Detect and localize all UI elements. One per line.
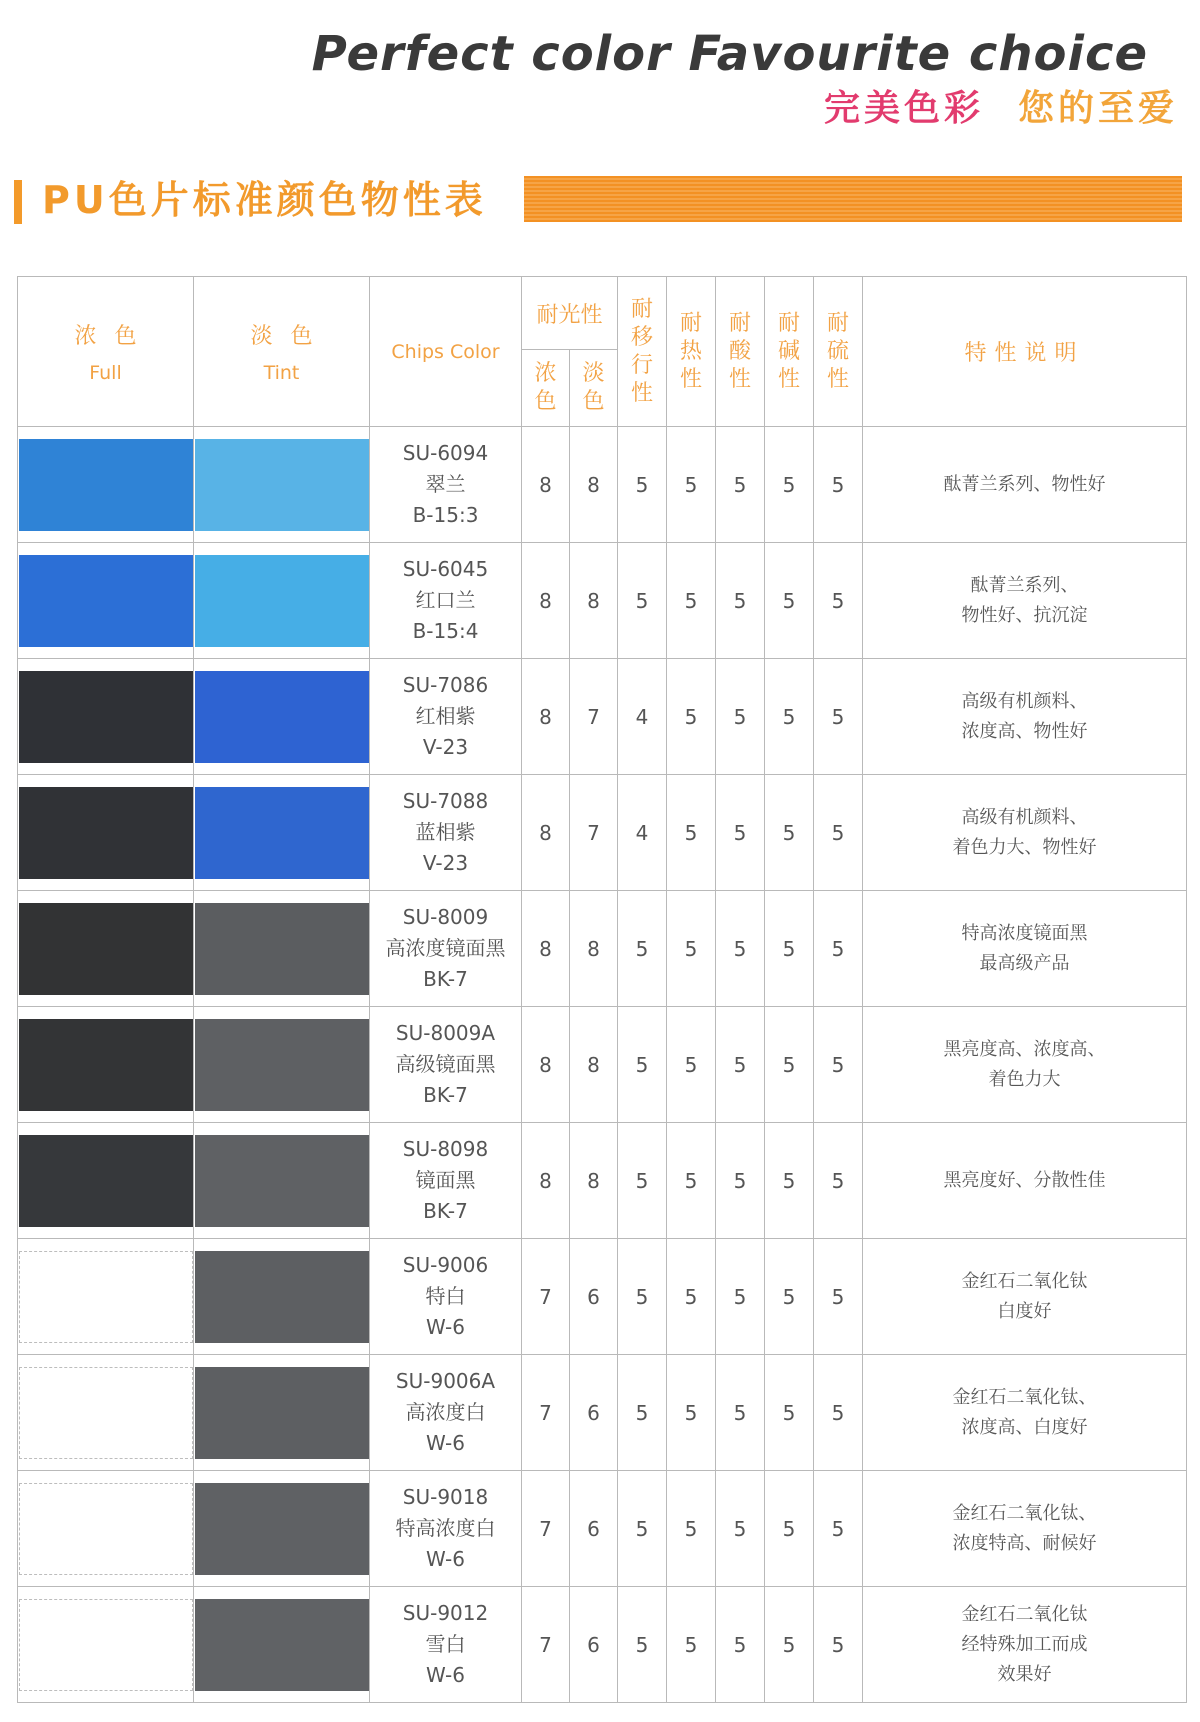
- table-row: [18, 543, 1187, 659]
- sulfur-value: 5: [814, 775, 863, 891]
- chip-name: 镜面黑: [415, 1168, 476, 1192]
- header-tint-cn: 淡色: [250, 324, 331, 349]
- chip-code: SU-8009: [402, 905, 489, 929]
- heat-value: 5: [667, 543, 716, 659]
- tint-color-swatch: [195, 1367, 369, 1459]
- alkali-value: 5: [765, 427, 814, 543]
- header-sulfur-label: 耐硫性: [827, 310, 850, 392]
- full-color-cell: [18, 543, 194, 659]
- alkali-value: 5: [765, 1123, 814, 1239]
- header-title-en: Perfect color Favourite choice: [311, 26, 1148, 82]
- acid-value: 5: [716, 1587, 765, 1703]
- full-color-swatch: [19, 1251, 193, 1343]
- tint-color-cell: [194, 427, 370, 543]
- sulfur-value: 5: [814, 659, 863, 775]
- full-color-swatch: [19, 903, 193, 995]
- header-alkali: [765, 277, 814, 427]
- full-color-cell: [18, 1239, 194, 1355]
- header-light-full-label: 浓色: [534, 361, 557, 414]
- chip-code: SU-9006A: [395, 1369, 496, 1393]
- note-line-2: 浓度高、白度好: [961, 1416, 1088, 1438]
- sulfur-value: 5: [814, 1471, 863, 1587]
- note-cell: [863, 1355, 1187, 1471]
- heat-value: 5: [667, 659, 716, 775]
- table-row: [18, 1471, 1187, 1587]
- note-line-1: 金红石二氧化钛、: [952, 1386, 1097, 1408]
- sulfur-value: 5: [814, 1123, 863, 1239]
- light-tint-value: 8: [570, 1007, 618, 1123]
- header-alkali-label: 耐碱性: [778, 310, 801, 392]
- tint-color-cell: [194, 1587, 370, 1703]
- light-tint-value: 6: [570, 1239, 618, 1355]
- header-sulfur: [814, 277, 863, 427]
- note-line-3: 效果好: [997, 1663, 1052, 1685]
- note-line-1: 黑亮度高、浓度高、: [943, 1038, 1106, 1060]
- light-full-value: 8: [522, 775, 570, 891]
- full-color-swatch: [19, 1135, 193, 1227]
- light-tint-value: 6: [570, 1587, 618, 1703]
- header-tint: [194, 277, 370, 427]
- chip-ci: W-6: [426, 1315, 465, 1339]
- heat-value: 5: [667, 1007, 716, 1123]
- header-note: [863, 277, 1187, 427]
- migration-value: 4: [618, 775, 667, 891]
- sulfur-value: 5: [814, 427, 863, 543]
- header-light: [522, 277, 618, 350]
- note-line-2: 浓度特高、耐候好: [952, 1532, 1097, 1554]
- alkali-value: 5: [765, 891, 814, 1007]
- full-color-cell: [18, 659, 194, 775]
- slogan-part1: 完美色彩: [823, 88, 984, 129]
- acid-value: 5: [716, 891, 765, 1007]
- note-cell: [863, 1239, 1187, 1355]
- heat-value: 5: [667, 1123, 716, 1239]
- chip-info-cell: [370, 1123, 522, 1239]
- properties-table: [17, 276, 1187, 1703]
- note-cell: [863, 543, 1187, 659]
- alkali-value: 5: [765, 1007, 814, 1123]
- header-chips-label: Chips Color: [391, 340, 500, 363]
- light-tint-value: 6: [570, 1355, 618, 1471]
- note-line-1: 金红石二氧化钛、: [952, 1502, 1097, 1524]
- light-full-value: 8: [522, 1123, 570, 1239]
- heat-value: 5: [667, 427, 716, 543]
- light-tint-value: 8: [570, 543, 618, 659]
- tint-color-cell: [194, 659, 370, 775]
- tint-color-swatch: [195, 1135, 369, 1227]
- chip-ci: V-23: [422, 735, 469, 759]
- light-tint-value: 7: [570, 659, 618, 775]
- alkali-value: 5: [765, 775, 814, 891]
- chip-name: 特白: [425, 1284, 466, 1308]
- chip-ci: W-6: [426, 1431, 465, 1455]
- chip-info-cell: [370, 543, 522, 659]
- migration-value: 5: [618, 891, 667, 1007]
- chip-ci: W-6: [426, 1663, 465, 1687]
- chip-name: 雪白: [425, 1632, 466, 1656]
- full-color-swatch: [19, 1599, 193, 1691]
- sulfur-value: 5: [814, 1587, 863, 1703]
- light-full-value: 8: [522, 1007, 570, 1123]
- migration-value: 5: [618, 1123, 667, 1239]
- note-cell: [863, 1471, 1187, 1587]
- header-tint-en: Tint: [263, 362, 300, 384]
- chip-name: 高级镜面黑: [395, 1052, 496, 1076]
- full-color-cell: [18, 1355, 194, 1471]
- tint-color-cell: [194, 1355, 370, 1471]
- chip-info-cell: [370, 1587, 522, 1703]
- chip-info-cell: [370, 1471, 522, 1587]
- chip-ci: B-15:4: [412, 619, 479, 643]
- header-heat-label: 耐热性: [680, 310, 703, 392]
- tint-color-cell: [194, 891, 370, 1007]
- title-stripe: [524, 176, 1182, 222]
- full-color-swatch: [19, 787, 193, 879]
- tint-color-swatch: [195, 1019, 369, 1111]
- header-full-en: Full: [89, 362, 122, 384]
- note-line-1: 高级有机颜料、: [961, 690, 1088, 712]
- chip-code: SU-9012: [402, 1601, 489, 1625]
- full-color-cell: [18, 1471, 194, 1587]
- heat-value: 5: [667, 891, 716, 1007]
- note-line-2: 物性好、抗沉淀: [961, 604, 1088, 626]
- full-color-cell: [18, 1587, 194, 1703]
- heat-value: 5: [667, 1239, 716, 1355]
- light-full-value: 8: [522, 659, 570, 775]
- migration-value: 5: [618, 1355, 667, 1471]
- header-full-cn: 浓色: [74, 324, 155, 349]
- full-color-swatch: [19, 1019, 193, 1111]
- acid-value: 5: [716, 1007, 765, 1123]
- acid-value: 5: [716, 1471, 765, 1587]
- chip-code: SU-8098: [402, 1137, 489, 1161]
- full-color-swatch: [19, 555, 193, 647]
- light-tint-value: 8: [570, 427, 618, 543]
- chip-name: 高浓度镜面黑: [385, 936, 506, 960]
- table-row: [18, 1587, 1187, 1703]
- table-row: [18, 1239, 1187, 1355]
- chip-name: 翠兰: [425, 472, 466, 496]
- chip-code: SU-9018: [402, 1485, 489, 1509]
- header-heat: [667, 277, 716, 427]
- note-cell: [863, 1587, 1187, 1703]
- migration-value: 5: [618, 427, 667, 543]
- light-full-value: 8: [522, 891, 570, 1007]
- migration-value: 5: [618, 1007, 667, 1123]
- chip-ci: B-15:3: [412, 503, 479, 527]
- note-cell: [863, 427, 1187, 543]
- title-marker: [14, 180, 22, 224]
- acid-value: 5: [716, 543, 765, 659]
- tint-color-cell: [194, 775, 370, 891]
- tint-color-cell: [194, 543, 370, 659]
- chip-name: 红口兰: [415, 588, 476, 612]
- note-line-2: 白度好: [997, 1300, 1052, 1322]
- heat-value: 5: [667, 1587, 716, 1703]
- note-line-2: 着色力大: [988, 1068, 1061, 1090]
- alkali-value: 5: [765, 1587, 814, 1703]
- note-line-1: 酞菁兰系列、物性好: [943, 473, 1106, 495]
- table-body: [18, 427, 1187, 1703]
- table-row: [18, 1007, 1187, 1123]
- note-cell: [863, 659, 1187, 775]
- chip-info-cell: [370, 1355, 522, 1471]
- full-color-cell: [18, 1007, 194, 1123]
- chip-code: SU-6094: [402, 441, 489, 465]
- sulfur-value: 5: [814, 1355, 863, 1471]
- alkali-value: 5: [765, 543, 814, 659]
- tint-color-cell: [194, 1123, 370, 1239]
- header-migration-label: 耐移行性: [631, 296, 654, 406]
- light-tint-value: 8: [570, 1123, 618, 1239]
- header-slogan: [824, 80, 1178, 131]
- acid-value: 5: [716, 659, 765, 775]
- sulfur-value: 5: [814, 1007, 863, 1123]
- note-line-1: 酞菁兰系列、: [970, 574, 1079, 596]
- note-cell: [863, 1123, 1187, 1239]
- tint-color-cell: [194, 1007, 370, 1123]
- light-tint-value: 8: [570, 891, 618, 1007]
- section-title-bar: [14, 176, 1182, 224]
- slogan-part2: 您的至爱: [1017, 88, 1178, 129]
- chip-code: SU-7088: [402, 789, 489, 813]
- note-line-2: 浓度高、物性好: [961, 720, 1088, 742]
- full-color-cell: [18, 891, 194, 1007]
- note-line-1: 黑亮度好、分散性佳: [943, 1169, 1106, 1191]
- header-note-label: 特性说明: [964, 341, 1085, 366]
- tint-color-cell: [194, 1239, 370, 1355]
- note-cell: [863, 775, 1187, 891]
- heat-value: 5: [667, 1471, 716, 1587]
- sulfur-value: 5: [814, 543, 863, 659]
- table-row: [18, 1355, 1187, 1471]
- tint-color-swatch: [195, 903, 369, 995]
- light-full-value: 7: [522, 1355, 570, 1471]
- note-cell: [863, 1007, 1187, 1123]
- note-line-1: 特高浓度镜面黑: [961, 922, 1088, 944]
- acid-value: 5: [716, 1239, 765, 1355]
- tint-color-swatch: [195, 1599, 369, 1691]
- chip-info-cell: [370, 891, 522, 1007]
- full-color-swatch: [19, 439, 193, 531]
- chip-info-cell: [370, 1239, 522, 1355]
- note-line-1: 高级有机颜料、: [961, 806, 1088, 828]
- tint-color-swatch: [195, 1251, 369, 1343]
- full-color-cell: [18, 1123, 194, 1239]
- tint-color-swatch: [195, 787, 369, 879]
- chip-info-cell: [370, 775, 522, 891]
- sulfur-value: 5: [814, 891, 863, 1007]
- chip-name: 红相紫: [415, 704, 476, 728]
- tint-color-swatch: [195, 1483, 369, 1575]
- tint-color-cell: [194, 1471, 370, 1587]
- header-acid-label: 耐酸性: [729, 310, 752, 392]
- header-light-label: 耐光性: [536, 302, 603, 328]
- chip-code: SU-6045: [402, 557, 489, 581]
- chip-ci: BK-7: [423, 967, 468, 991]
- acid-value: 5: [716, 1355, 765, 1471]
- header-light-tint: [570, 350, 618, 427]
- full-color-swatch: [19, 1367, 193, 1459]
- note-line-1: 金红石二氧化钛: [961, 1603, 1088, 1625]
- chip-info-cell: [370, 1007, 522, 1123]
- heat-value: 5: [667, 775, 716, 891]
- light-tint-value: 7: [570, 775, 618, 891]
- migration-value: 5: [618, 1587, 667, 1703]
- alkali-value: 5: [765, 659, 814, 775]
- light-full-value: 7: [522, 1471, 570, 1587]
- tint-color-swatch: [195, 439, 369, 531]
- table-row: [18, 775, 1187, 891]
- header-light-full: [522, 350, 570, 427]
- note-line-2: 最高级产品: [979, 952, 1070, 974]
- note-line-2: 着色力大、物性好: [952, 836, 1097, 858]
- table-row: [18, 427, 1187, 543]
- header-migration: [618, 277, 667, 427]
- acid-value: 5: [716, 427, 765, 543]
- note-line-1: 金红石二氧化钛: [961, 1270, 1088, 1292]
- light-full-value: 7: [522, 1587, 570, 1703]
- light-full-value: 8: [522, 543, 570, 659]
- chip-info-cell: [370, 427, 522, 543]
- migration-value: 5: [618, 1239, 667, 1355]
- chip-name: 蓝相紫: [415, 820, 476, 844]
- table-row: [18, 891, 1187, 1007]
- section-title: PU色片标准颜色物性表: [42, 178, 487, 222]
- chip-code: SU-7086: [402, 673, 489, 697]
- table-row: [18, 1123, 1187, 1239]
- full-color-cell: [18, 427, 194, 543]
- heat-value: 5: [667, 1355, 716, 1471]
- chip-info-cell: [370, 659, 522, 775]
- tint-color-swatch: [195, 671, 369, 763]
- sulfur-value: 5: [814, 1239, 863, 1355]
- tint-color-swatch: [195, 555, 369, 647]
- chip-code: SU-9006: [402, 1253, 489, 1277]
- chip-code: SU-8009A: [395, 1021, 496, 1045]
- full-color-swatch: [19, 1483, 193, 1575]
- chip-ci: V-23: [422, 851, 469, 875]
- header-chips: [370, 277, 522, 427]
- light-full-value: 7: [522, 1239, 570, 1355]
- table-row: [18, 659, 1187, 775]
- acid-value: 5: [716, 775, 765, 891]
- note-cell: [863, 891, 1187, 1007]
- migration-value: 5: [618, 543, 667, 659]
- chip-ci: BK-7: [423, 1083, 468, 1107]
- chip-name: 特高浓度白: [395, 1516, 496, 1540]
- chip-name: 高浓度白: [405, 1400, 486, 1424]
- full-color-cell: [18, 775, 194, 891]
- migration-value: 5: [618, 1471, 667, 1587]
- header-acid: [716, 277, 765, 427]
- full-color-swatch: [19, 671, 193, 763]
- note-line-2: 经特殊加工而成: [961, 1633, 1088, 1655]
- chip-ci: W-6: [426, 1547, 465, 1571]
- light-tint-value: 6: [570, 1471, 618, 1587]
- alkali-value: 5: [765, 1471, 814, 1587]
- alkali-value: 5: [765, 1355, 814, 1471]
- light-full-value: 8: [522, 427, 570, 543]
- alkali-value: 5: [765, 1239, 814, 1355]
- migration-value: 4: [618, 659, 667, 775]
- acid-value: 5: [716, 1123, 765, 1239]
- header-full: [18, 277, 194, 427]
- chip-ci: BK-7: [423, 1199, 468, 1223]
- header-light-tint-label: 淡色: [582, 361, 605, 414]
